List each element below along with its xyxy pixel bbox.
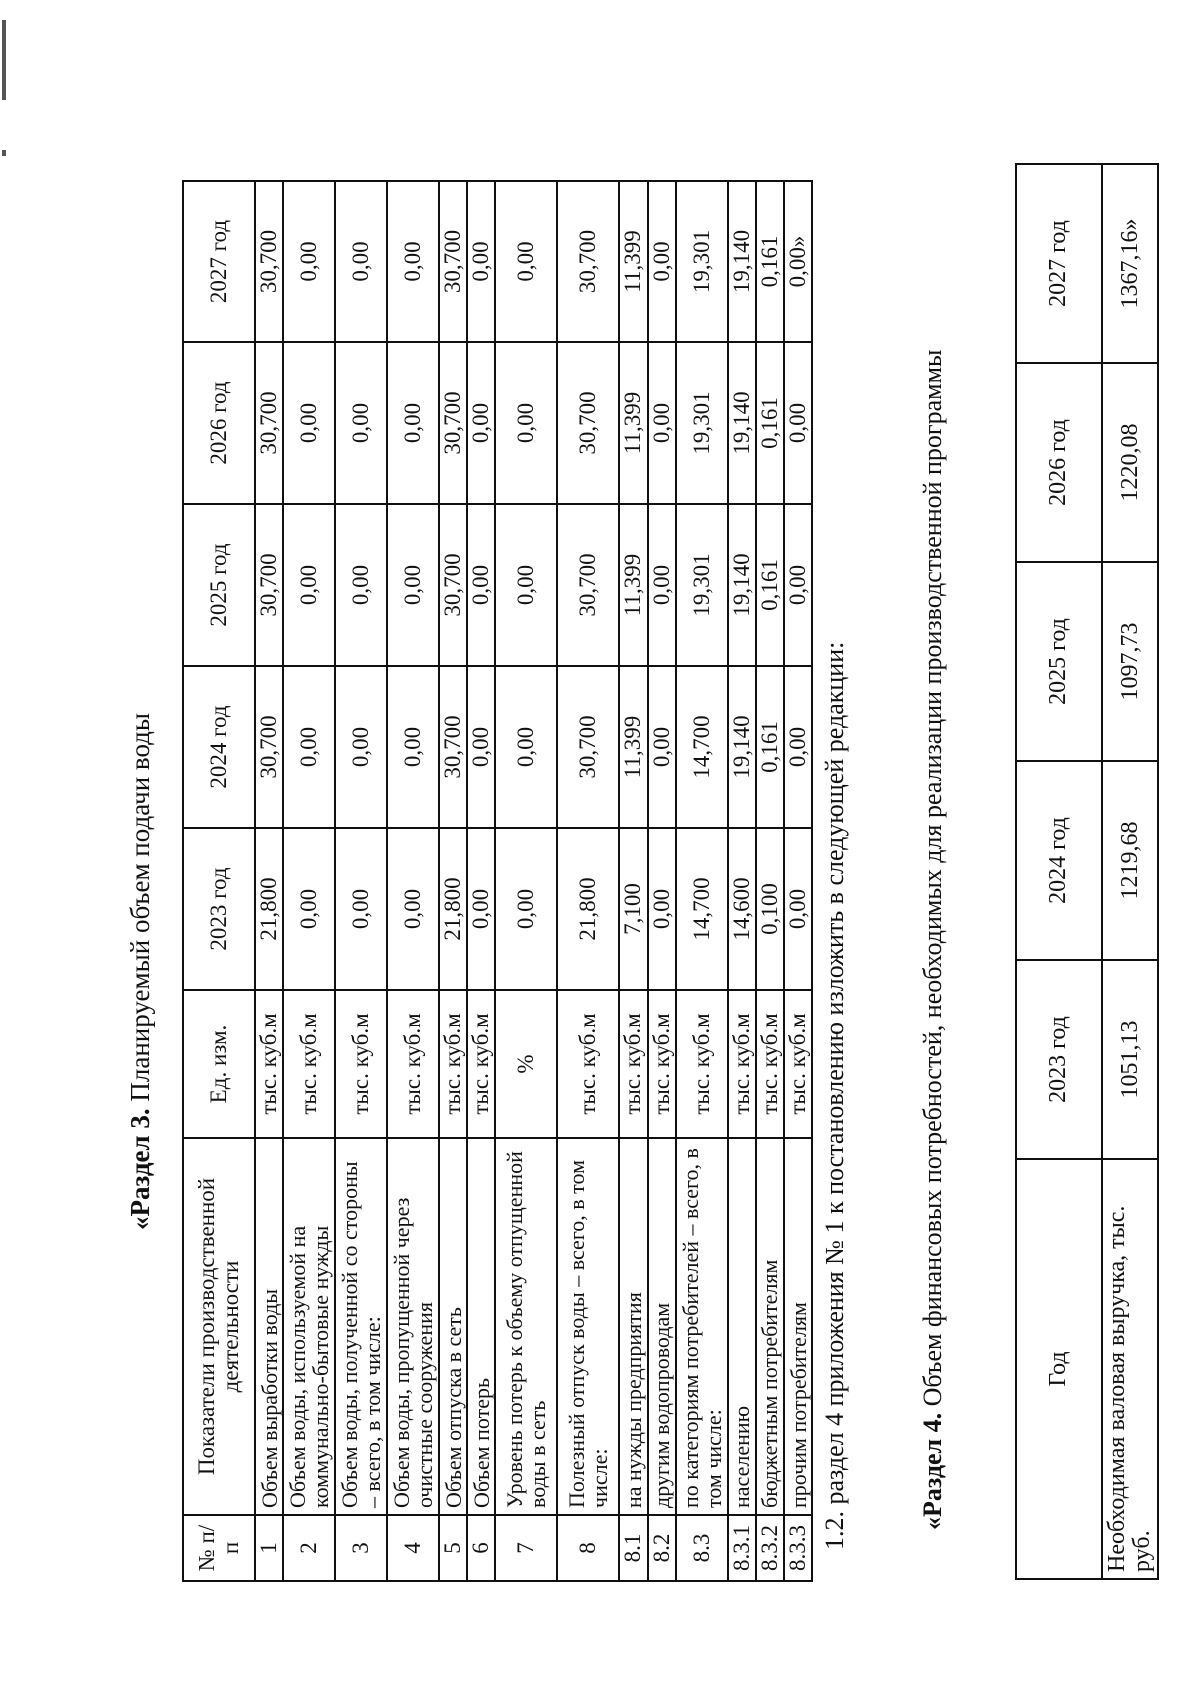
row-value: 21,800	[557, 828, 619, 990]
table-row	[756, 181, 784, 1581]
row-value: 19,301	[676, 342, 728, 504]
row-indicator: населению	[728, 1138, 756, 1515]
row-value: 30,700	[439, 504, 467, 666]
row-indicator: Полезный отпуск воды – всего, в том числе:	[557, 1138, 619, 1515]
row-unit: %	[495, 990, 557, 1138]
row-value: 21,800	[255, 828, 283, 990]
row-value: 0,00	[283, 504, 335, 666]
row-value: 0,00	[495, 342, 557, 504]
row-value: 0,161	[756, 504, 784, 666]
row-value: 0,00	[648, 504, 676, 666]
row-num: 6	[467, 1515, 495, 1581]
row-num: 2	[283, 1515, 335, 1581]
row-indicator: Объем потерь	[467, 1138, 495, 1515]
row-num: 8.1	[619, 1515, 647, 1581]
table-row	[467, 181, 495, 1581]
row-value: 0,00	[335, 504, 387, 666]
row-num: 3	[335, 1515, 387, 1581]
header-year: 2025 год	[183, 504, 255, 666]
row-indicator: другим водопроводам	[648, 1138, 676, 1515]
row-value: 30,700	[557, 504, 619, 666]
header-year: 2026 год	[1016, 363, 1102, 562]
row-indicator: Объем воды, пропущенной через очистные сооружения	[387, 1138, 439, 1515]
row-value: 19,140	[728, 342, 756, 504]
row-unit: тыс. куб.м	[255, 990, 283, 1138]
row-num: 7	[495, 1515, 557, 1581]
row-value: 1367,16»	[1102, 164, 1158, 363]
row-value: 19,301	[676, 504, 728, 666]
row-value: 0,00	[467, 666, 495, 828]
row-indicator: по категориям потребителей – всего, в том числе:	[676, 1138, 728, 1515]
row-value: 30,700	[439, 181, 467, 342]
row-value: 0,161	[756, 342, 784, 504]
row-value: 30,700	[557, 342, 619, 504]
row-unit: тыс. куб.м	[648, 990, 676, 1138]
header-unit: Ед. изм.	[183, 990, 255, 1138]
row-num: 8.3.2	[756, 1515, 784, 1581]
row-value: 1097,73	[1102, 562, 1158, 761]
row-unit: тыс. куб.м	[557, 990, 619, 1138]
row-indicator: Уровень потерь к объему отпущенной воды в сеть	[495, 1138, 557, 1515]
row-value: 0,00	[784, 504, 812, 666]
table-row	[619, 181, 647, 1581]
row-value: 0,00	[467, 342, 495, 504]
row-value: 0,00	[648, 828, 676, 990]
row-unit: тыс. куб.м	[619, 990, 647, 1138]
row-label: Необходимая валовая выручка, тыс. руб.	[1102, 1159, 1158, 1579]
row-value: 14,600	[728, 828, 756, 990]
row-unit: тыс. куб.м	[467, 990, 495, 1138]
row-value: 11,399	[619, 504, 647, 666]
row-value: 0,00	[283, 666, 335, 828]
row-value: 0,00	[387, 342, 439, 504]
header-year: 2023 год	[183, 828, 255, 990]
row-unit: тыс. куб.м	[756, 990, 784, 1138]
row-num: 8.3.1	[728, 1515, 756, 1581]
row-indicator: Объем воды, используемой на коммунально-бытовые нужды	[283, 1138, 335, 1515]
row-value: 30,700	[439, 342, 467, 504]
row-indicator: Объем выработки воды	[255, 1138, 283, 1515]
row-value: 19,140	[728, 504, 756, 666]
row-value: 0,100	[756, 828, 784, 990]
row-unit: тыс. куб.м	[387, 990, 439, 1138]
table-row	[335, 181, 387, 1581]
row-num: 8	[557, 1515, 619, 1581]
row-value: 0,00»	[784, 181, 812, 342]
header-year: 2027 год	[1016, 164, 1102, 363]
row-value: 0,00	[283, 181, 335, 342]
row-value: 0,00	[387, 181, 439, 342]
row-value: 19,301	[676, 181, 728, 342]
row-value: 19,140	[728, 666, 756, 828]
row-value: 0,00	[467, 504, 495, 666]
row-value: 0,00	[495, 828, 557, 990]
table-row	[439, 181, 467, 1581]
header-year: 2025 год	[1016, 562, 1102, 761]
header-year-label: Год	[1016, 1159, 1102, 1579]
row-num: 8.3.3	[784, 1515, 812, 1581]
section3-title: «Раздел 3. Планируемый объем подачи воды	[125, 712, 155, 1230]
table-header-row	[183, 181, 255, 1581]
row-value: 30,700	[255, 342, 283, 504]
row-value: 14,700	[676, 828, 728, 990]
table-header-row	[1016, 164, 1102, 1579]
row-value: 30,700	[439, 666, 467, 828]
row-value: 0,00	[387, 504, 439, 666]
row-indicator: бюджетным потребителям	[756, 1138, 784, 1515]
row-value: 0,00	[387, 828, 439, 990]
amendment-text: 1.2. раздел 4 приложения № 1 к постановлению изложить в следующей редакции:	[820, 641, 849, 1550]
row-value: 0,00	[784, 666, 812, 828]
row-indicator: на нужды предприятия	[619, 1138, 647, 1515]
table-row	[557, 181, 619, 1581]
header-year: 2024 год	[183, 666, 255, 828]
header-year: 2024 год	[1016, 761, 1102, 960]
header-indicator: Показатели производственной деятельности	[183, 1138, 255, 1515]
table-row	[1102, 164, 1158, 1579]
row-value: 30,700	[557, 181, 619, 342]
row-value: 0,00	[648, 342, 676, 504]
row-value: 0,00	[283, 342, 335, 504]
row-value: 0,00	[335, 666, 387, 828]
row-unit: тыс. куб.м	[784, 990, 812, 1138]
row-value: 1220,08	[1102, 363, 1158, 562]
row-num: 1	[255, 1515, 283, 1581]
row-value: 30,700	[255, 666, 283, 828]
row-value: 0,00	[283, 828, 335, 990]
row-value: 1219,68	[1102, 761, 1158, 960]
row-value: 0,00	[495, 666, 557, 828]
row-value: 0,00	[648, 666, 676, 828]
row-num: 8.2	[648, 1515, 676, 1581]
row-unit: тыс. куб.м	[728, 990, 756, 1138]
header-year: 2023 год	[1016, 960, 1102, 1159]
row-value: 30,700	[557, 666, 619, 828]
row-value: 0,161	[756, 181, 784, 342]
row-indicator: Объем воды, полученной со стороны – всего, в том числе:	[335, 1138, 387, 1515]
row-value: 7,100	[619, 828, 647, 990]
row-value: 14,700	[676, 666, 728, 828]
row-unit: тыс. куб.м	[439, 990, 467, 1138]
table-row	[495, 181, 557, 1581]
row-value: 0,00	[335, 181, 387, 342]
row-value: 0,00	[467, 828, 495, 990]
row-value: 21,800	[439, 828, 467, 990]
row-num: 4	[387, 1515, 439, 1581]
row-value: 0,00	[784, 342, 812, 504]
table-row	[784, 181, 812, 1581]
row-unit: тыс. куб.м	[676, 990, 728, 1138]
row-value: 11,399	[619, 181, 647, 342]
row-value: 1051,13	[1102, 960, 1158, 1159]
section3-table	[182, 180, 813, 1582]
row-value: 0,00	[335, 342, 387, 504]
row-num: 5	[439, 1515, 467, 1581]
row-value: 0,00	[335, 828, 387, 990]
header-num: № п/п	[183, 1515, 255, 1581]
table-row	[387, 181, 439, 1581]
row-value: 11,399	[619, 666, 647, 828]
row-value: 11,399	[619, 342, 647, 504]
row-unit: тыс. куб.м	[283, 990, 335, 1138]
row-value: 0,00	[387, 666, 439, 828]
row-value: 0,00	[495, 181, 557, 342]
row-unit: тыс. куб.м	[335, 990, 387, 1138]
header-year: 2026 год	[183, 342, 255, 504]
table-row	[676, 181, 728, 1581]
table-row	[255, 181, 283, 1581]
table-row	[283, 181, 335, 1581]
table-row	[648, 181, 676, 1581]
row-indicator: Объем отпуска в сеть	[439, 1138, 467, 1515]
section4-title: «Раздел 4. Объем финансовых потребностей, необходимых для реализации производственной программы	[918, 349, 947, 1530]
row-value: 0,00	[648, 181, 676, 342]
row-value: 30,700	[255, 504, 283, 666]
row-value: 0,00	[467, 181, 495, 342]
row-value: 30,700	[255, 181, 283, 342]
header-year: 2027 год	[183, 181, 255, 342]
row-value: 0,00	[495, 504, 557, 666]
table-row	[728, 181, 756, 1581]
row-indicator: прочим потребителям	[784, 1138, 812, 1515]
row-value: 0,161	[756, 666, 784, 828]
section4-table	[1015, 163, 1159, 1580]
row-value: 0,00	[784, 828, 812, 990]
row-value: 19,140	[728, 181, 756, 342]
row-num: 8.3	[676, 1515, 728, 1581]
